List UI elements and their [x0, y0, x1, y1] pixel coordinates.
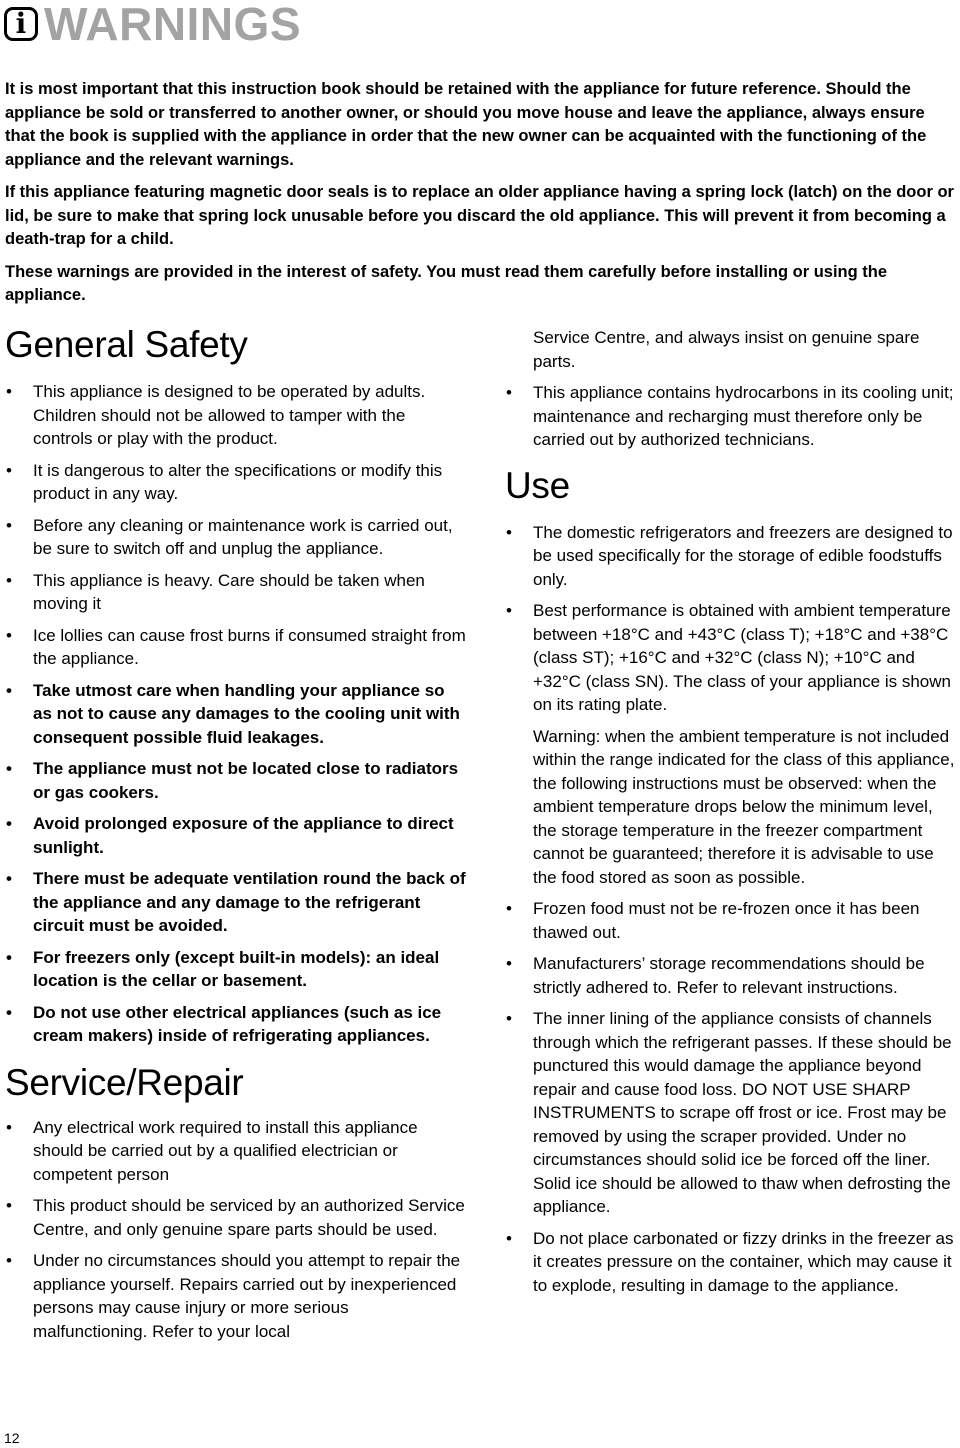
bullet-icon: • [6, 759, 12, 778]
list-item-text: Ice lollies can cause frost burns if consumed straight from the appliance. [33, 625, 466, 668]
bullet-icon: • [6, 1251, 12, 1270]
list-item-text: Do not place carbonated or fizzy drinks in the freezer as it creates pressure on the container, which may cause it to explode, resulting in damage to the appliance. [533, 1228, 954, 1295]
list-item-text: Avoid prolonged exposure of the appliance to direct sunlight. [33, 814, 454, 857]
list-item [5, 569, 467, 616]
list-item-text: Any electrical work required to install this appliance should be carried out by a qualified electrician or competent person [33, 1117, 418, 1184]
bullet-icon: • [6, 680, 12, 700]
list-item-text: Do not use other electrical appliances (such as ice cream makers) inside of refrigerating appliances. [33, 1002, 442, 1045]
info-icon-glyph: i [15, 7, 27, 40]
list-item [505, 1227, 960, 1298]
bullet-icon: • [6, 947, 12, 967]
list-item [5, 1194, 467, 1241]
list-item-text: This appliance is designed to be operated by adults. Children should not be allowed to tamper with the controls or play with the product. [33, 382, 426, 448]
left-column [5, 322, 467, 1351]
list-item [505, 599, 960, 717]
list-item [5, 812, 467, 859]
bullet-icon: • [6, 1002, 12, 1022]
list-item-text: It is dangerous to alter the specifications or modify this product in any way. [33, 460, 443, 503]
list-item-text: The appliance must not be located close to radiators or gas cookers. [33, 759, 459, 802]
use-list [505, 521, 960, 717]
use-heading: Use [505, 464, 570, 506]
service-repair-list-continued [505, 381, 960, 452]
list-item [505, 952, 960, 999]
list-item [5, 867, 467, 938]
list-item-text: This product should be serviced by an authorized Service Centre, and only genuine spare parts should be used. [33, 1196, 465, 1239]
list-item-text: This appliance contains hydrocarbons in its cooling unit; maintenance and recharging must therefore only be carried out by authorized technicians. [533, 383, 954, 449]
list-item [5, 1116, 467, 1187]
bullet-icon: • [506, 383, 512, 402]
bullet-icon: • [6, 625, 12, 645]
list-item [5, 624, 467, 671]
list-item [5, 757, 467, 804]
list-item-text: Frozen food must not be re-frozen once it has been thawed out. [533, 899, 920, 942]
general-safety-list [5, 380, 467, 1048]
list-item [505, 381, 960, 452]
list-item [505, 897, 960, 944]
list-item [5, 459, 467, 506]
right-column [505, 326, 960, 1305]
service-repair-heading: Service/Repair [5, 1061, 244, 1103]
intro-paragraph: If this appliance featuring magnetic door seals is to replace an older appliance having a spring lock (latch) on the door or lid, be sure to make that spring lock unusable before you discard the old appliance. This will prevent it from becoming a death-trap for a child. [5, 183, 954, 248]
bullet-icon: • [6, 460, 12, 480]
service-repair-list [5, 1116, 467, 1344]
list-item [505, 521, 960, 592]
bullet-icon: • [6, 814, 12, 833]
bullet-icon: • [506, 1228, 512, 1248]
bullet-icon: • [506, 522, 512, 542]
list-item-text: For freezers only (except built-in models): an ideal location is the cellar or basement. [33, 947, 440, 990]
list-item-text: The domestic refrigerators and freezers are designed to be used specifically for the storage of edible foodstuffs only. [533, 522, 953, 589]
bullet-icon: • [6, 1196, 12, 1215]
list-item-text: This appliance is heavy. Care should be taken when moving it [33, 570, 425, 613]
bullet-icon: • [6, 570, 12, 590]
bullet-icon: • [6, 382, 12, 401]
bullet-icon: • [6, 869, 12, 888]
page-number: 12 [4, 1430, 20, 1446]
list-item-text: Before any cleaning or maintenance work is carried out, be sure to switch off and unplug the appliance. [33, 515, 453, 558]
list-item-text: Under no circumstances should you attempt to repair the appliance yourself. Repairs carried out by inexperienced persons may cause injury or more serious malfunctioning. Refer to your local [33, 1251, 461, 1341]
list-item-text: There must be adequate ventilation round the back of the appliance and any damage to the refrigerant circuit must be avoided. [33, 869, 466, 935]
intro-paragraph: These warnings are provided in the interest of safety. You must read them carefully before installing or using the appliance. [5, 262, 888, 304]
list-item [5, 380, 467, 451]
info-icon [4, 7, 38, 41]
bullet-icon: • [6, 1117, 12, 1137]
page-title: WARNINGS [44, 0, 301, 50]
warning-paragraph: Warning: when the ambient temperature is not included within the range indicated for the class of this appliance, the following instructions must be observed: when the ambient temperature drops below the minimum level, the storage temperature in the freezer compartment cannot be guaranteed; therefore it is advisable to use the food stored as soon as possible. [533, 726, 955, 887]
list-item-text: Manufacturers’ storage recommendations should be strictly adhered to. Refer to relevant instructions. [533, 954, 925, 997]
list-item-text: Take utmost care when handling your appliance so as not to cause any damages to the cooling unit with consequent possible fluid leakages. [33, 680, 460, 747]
list-item-continuation: Service Centre, and always insist on genuine spare parts. [533, 328, 920, 371]
list-item-text: Best performance is obtained with ambient temperature between +18°C and +43°C (class T); +18°C and +38°C (class ST); +16°C and +32°C (class N); +10°C and +32°C (class SN). The class of your appliance is shown on its rating plate. [533, 601, 951, 714]
bullet-icon: • [506, 1009, 512, 1028]
bullet-icon: • [6, 515, 12, 535]
bullet-icon: • [506, 899, 512, 918]
list-item [505, 1007, 960, 1219]
bullet-icon: • [506, 954, 512, 973]
list-item-text: The inner lining of the appliance consists of channels through which the refrigerant passes. If these should be punctured this would damage the appliance beyond repair and cause food loss. DO NOT USE SHARP INSTRUMENTS to scrape off frost or ice. Frost may be removed by using the scraper provided. Under no circumstances should solid ice be forced off the liner. Solid ice should be allowed to thaw when defrosting the appliance. [533, 1009, 952, 1216]
list-item [5, 946, 467, 993]
general-safety-heading: General Safety [5, 324, 248, 365]
list-item [5, 679, 467, 750]
bullet-icon: • [506, 601, 512, 620]
list-item [5, 1249, 467, 1343]
list-item [5, 514, 467, 561]
intro-paragraph: It is most important that this instruction book should be retained with the appliance for future reference. Should the appliance be sold or transferred to another owner, or should you move house and leave the appliance, always ensure that the book is supplied with the appliance in order that the new owner can be acquainted with the functioning of the appliance and the relevant warnings. [5, 80, 927, 169]
page-header [4, 0, 301, 48]
intro-section [5, 78, 957, 317]
list-item [5, 1001, 467, 1048]
use-list-continued [505, 897, 960, 1297]
